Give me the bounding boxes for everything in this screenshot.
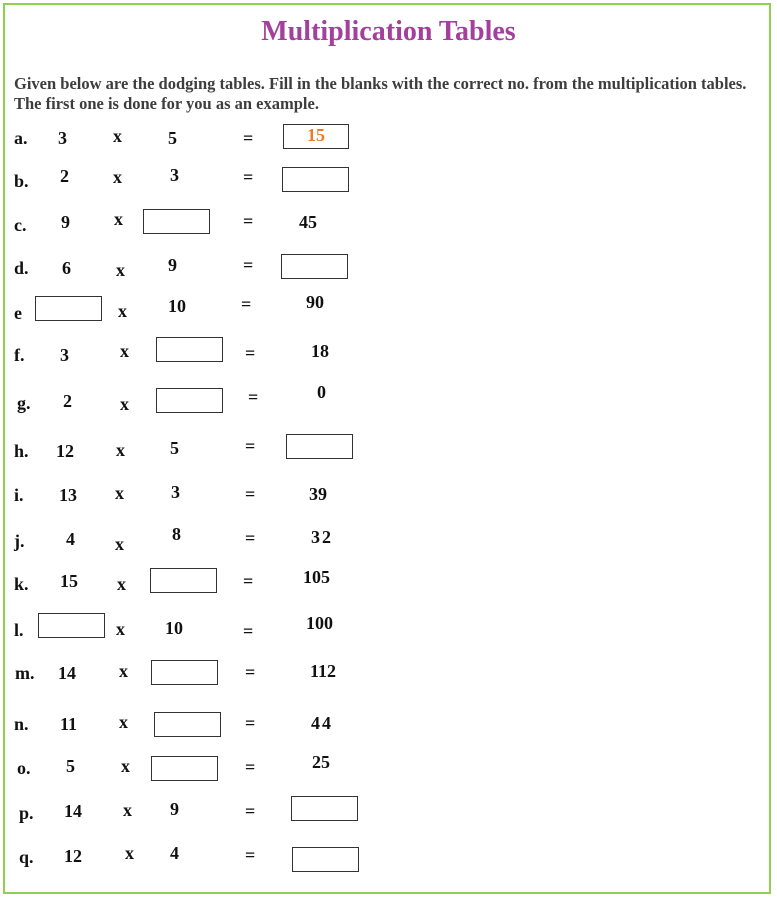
times-sign: x <box>121 756 130 776</box>
times-sign: x <box>113 167 122 187</box>
row-label: d. <box>14 258 29 278</box>
row-label: f. <box>14 345 25 365</box>
times-sign: x <box>120 341 129 361</box>
answer-box[interactable] <box>281 254 348 279</box>
multiplicand-box[interactable] <box>35 296 102 321</box>
multiplicand: 2 <box>63 391 72 411</box>
page-title: Multiplication Tables <box>261 16 516 47</box>
multiplier: 5 <box>170 438 179 458</box>
equals-sign: = <box>245 845 256 865</box>
equals-sign: = <box>243 621 254 641</box>
answer-box[interactable] <box>291 796 358 821</box>
product: 90 <box>306 292 324 312</box>
equals-sign: = <box>245 528 256 548</box>
times-sign: x <box>120 394 129 414</box>
product: 0 <box>317 382 326 402</box>
answer-box[interactable] <box>282 167 349 192</box>
answer-box[interactable] <box>292 847 359 872</box>
times-sign: x <box>119 661 128 681</box>
multiplier-box[interactable] <box>150 568 217 593</box>
times-sign: x <box>116 619 125 639</box>
product: 45 <box>299 212 317 232</box>
row-label: l. <box>14 620 24 640</box>
answer-box[interactable] <box>286 434 353 459</box>
equals-sign: = <box>248 387 259 407</box>
row-label: k. <box>14 574 29 594</box>
product: 39 <box>309 484 327 504</box>
multiplier-box[interactable] <box>154 712 221 737</box>
multiplier: 5 <box>168 128 177 148</box>
row-label: p. <box>19 803 34 823</box>
product: 100 <box>306 613 333 633</box>
equals-sign: = <box>243 128 254 148</box>
times-sign: x <box>117 574 126 594</box>
times-sign: x <box>125 843 134 863</box>
product: 32 <box>311 527 333 547</box>
equals-sign: = <box>245 343 256 363</box>
row-label: q. <box>19 847 34 867</box>
multiplier: 3 <box>171 482 180 502</box>
times-sign: x <box>123 800 132 820</box>
multiplicand: 13 <box>59 485 77 505</box>
equals-sign: = <box>243 255 254 275</box>
product: 112 <box>310 661 337 681</box>
multiplicand: 9 <box>61 212 70 232</box>
multiplier: 10 <box>165 618 183 638</box>
row-label: h. <box>14 441 29 461</box>
multiplicand: 12 <box>56 441 74 461</box>
times-sign: x <box>113 126 122 146</box>
times-sign: x <box>119 712 128 732</box>
row-label: j. <box>14 531 25 551</box>
times-sign: x <box>114 209 123 229</box>
row-label: i. <box>14 485 24 505</box>
multiplier-box[interactable] <box>151 756 218 781</box>
times-sign: x <box>115 534 124 554</box>
multiplicand: 3 <box>60 345 69 365</box>
multiplicand: 14 <box>58 663 76 683</box>
multiplicand: 15 <box>60 571 78 591</box>
row-label: g. <box>17 393 31 413</box>
product: 25 <box>312 752 330 772</box>
multiplier: 3 <box>170 165 179 185</box>
multiplier: 9 <box>168 255 177 275</box>
equals-sign: = <box>245 662 256 682</box>
times-sign: x <box>115 483 124 503</box>
instructions: Given below are the dodging tables. Fill in the blanks with the correct no. from the multiplication tables. The first one is done for you as an example. <box>14 74 747 113</box>
equals-sign: = <box>243 571 254 591</box>
multiplicand: 4 <box>66 529 75 549</box>
multiplier: 10 <box>168 296 186 316</box>
product: 44 <box>311 713 333 733</box>
multiplicand: 5 <box>66 756 75 776</box>
times-sign: x <box>118 301 127 321</box>
row-label: o. <box>17 758 31 778</box>
equals-sign: = <box>245 713 256 733</box>
multiplicand: 3 <box>58 128 67 148</box>
equals-sign: = <box>245 801 256 821</box>
multiplicand: 2 <box>60 166 69 186</box>
row-label: m. <box>15 663 35 683</box>
row-label: n. <box>14 714 29 734</box>
multiplicand: 14 <box>64 801 82 821</box>
multiplicand: 11 <box>60 714 78 734</box>
multiplier-box[interactable] <box>143 209 210 234</box>
equals-sign: = <box>243 211 254 231</box>
equals-sign: = <box>245 484 256 504</box>
product: 105 <box>303 567 330 587</box>
product: 18 <box>311 341 329 361</box>
multiplier: 9 <box>170 799 179 819</box>
row-label: a. <box>14 128 28 148</box>
multiplier-box[interactable] <box>151 660 218 685</box>
multiplier-box[interactable] <box>156 388 223 413</box>
times-sign: x <box>116 440 125 460</box>
answer-box[interactable] <box>283 124 349 149</box>
equals-sign: = <box>243 167 254 187</box>
row-label: e <box>14 303 22 323</box>
equals-sign: = <box>241 294 252 314</box>
equals-sign: = <box>245 436 256 456</box>
row-label: c. <box>14 215 27 235</box>
times-sign: x <box>116 260 125 280</box>
example-answer: 15 <box>307 125 325 145</box>
row-label: b. <box>14 171 29 191</box>
multiplier-box[interactable] <box>156 337 223 362</box>
multiplicand: 6 <box>62 258 71 278</box>
multiplicand: 12 <box>64 846 82 866</box>
multiplicand-box[interactable] <box>38 613 105 638</box>
equals-sign: = <box>245 757 256 777</box>
multiplier: 4 <box>170 843 179 863</box>
multiplier: 8 <box>172 524 181 544</box>
